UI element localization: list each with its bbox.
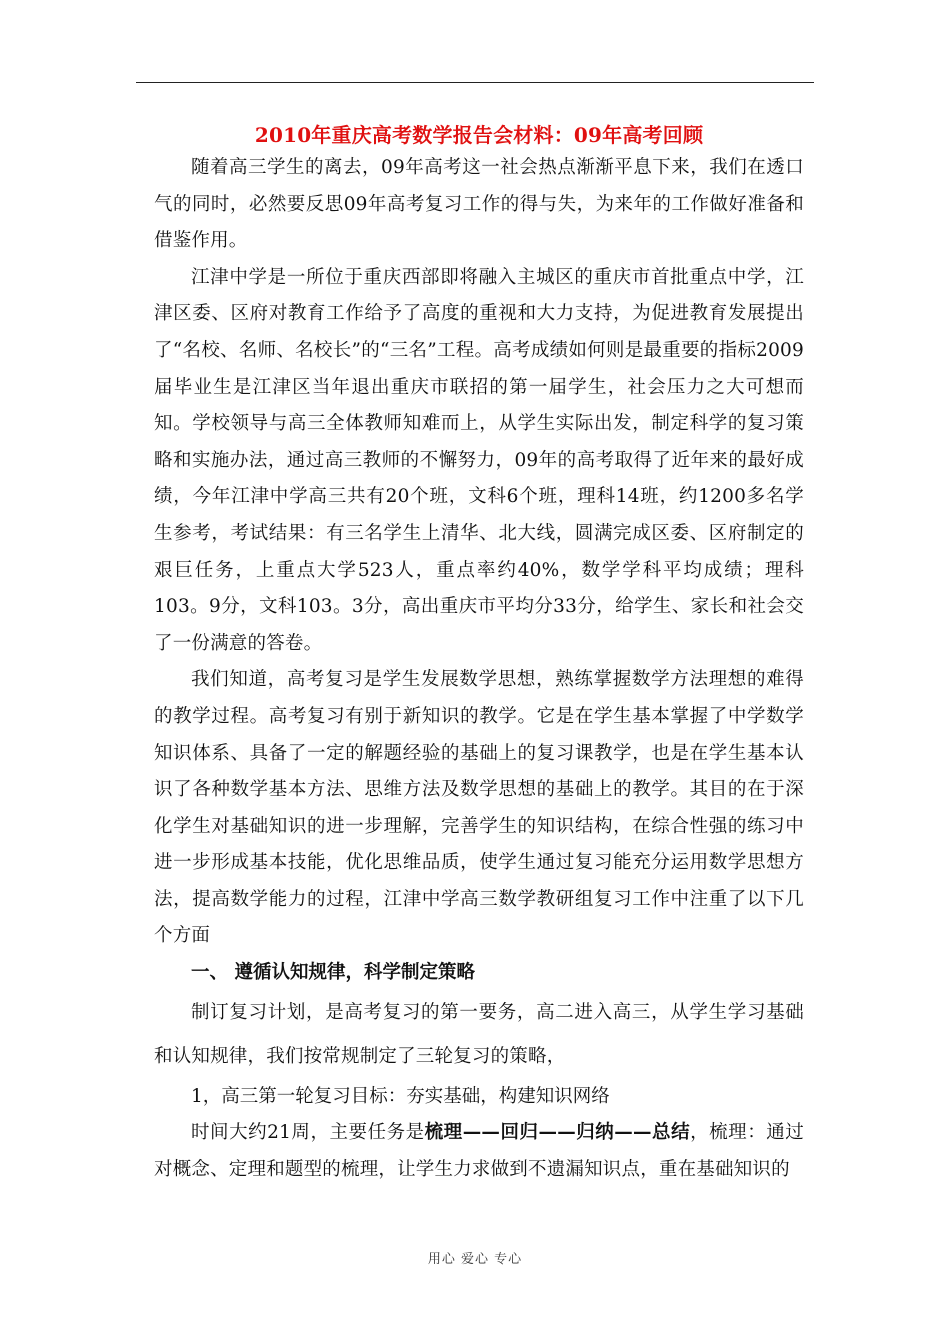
page-footer: 用心 爱心 专心 (427, 1252, 523, 1267)
first-round-keywords: 梳理——回归——归纳——总结 (424, 1122, 691, 1144)
review-paragraph: 我们知道，高考复习是学生发展数学思想，熟练掌握数学方法理想的难得的教学过程。高考复习有别于新知识的教学。它是在学生基本掌握了中学数学知识体系、具备了一定的解题经验的基础上的复习课教学，也是在学生基本认识了各种数学基本方法、思维方法及数学思想的基础上的教学。其目的在于深化学生对基础知识的进一步理解，完善学生的知识结构，在综合性强的练习中进一步形成基本技能，优化思维品质，使学生通过复习能充分运用数学思想方法，提高数学能力的过程，江津中学高三数学教研组复习工作中注重了以下几个方面 (154, 669, 804, 947)
document-body (154, 120, 804, 1188)
school-paragraph: 江津中学是一所位于重庆西部即将融入主城区的重庆市首批重点中学，江津区委、区府对教育工作给予了高度的重视和大力支持，为促进教育发展提出了“名校、名师、名校长”的“三名”工程。高考成绩如何则是最重要的指标2009届毕业生是江津区当年退出重庆市联招的第一届学生，社会压力之大可想而知。学校领导与高三全体教师知难而上，从学生实际出发，制定科学的复习策略和实施办法，通过高三教师的不懈努力，09年的高考取得了近年来的最好成绩，今年江津中学高三共有20个班，文科6个班，理科14班，约1200多名学生参考，考试结果：有三名学生上清华、北大线，圆满完成区委、区府制定的艰巨任务，上重点大学523人，重点率约40%，数学学科平均成绩；理科103。9分，文科103。3分，高出重庆市平均分33分，给学生、家长和社会交了一份满意的答卷。 (154, 266, 804, 654)
subsection-heading-1: 1，高三第一轮复习目标：夯实基础，构建知识网络 (191, 1086, 610, 1108)
header-rule (136, 82, 814, 83)
first-round-prefix: 时间大约21周，主要任务是 (191, 1122, 425, 1144)
section-heading-1: 一、 遵循认知规律，科学制定策略 (191, 962, 475, 984)
plan-paragraph: 制订复习计划，是高考复习的第一要务，高二进入高三，从学生学习基础和认知规律，我们按常规制定了三轮复习的策略， (154, 1002, 804, 1068)
intro-paragraph: 随着高三学生的离去，09年高考这一社会热点渐渐平息下来，我们在透口气的同时，必然要反思09年高考复习工作的得与失，为来年的工作做好准备和借鉴作用。 (154, 157, 804, 252)
first-round-suffix: ，梳理：通过对概念、定理和题型的梳理，让学生力求做到不遗漏知识点，重在基础知识的 (154, 1122, 804, 1180)
document-title: 2010年重庆高考数学报告会材料：09年高考回顾 (254, 123, 704, 147)
first-round-paragraph (154, 1115, 804, 1188)
